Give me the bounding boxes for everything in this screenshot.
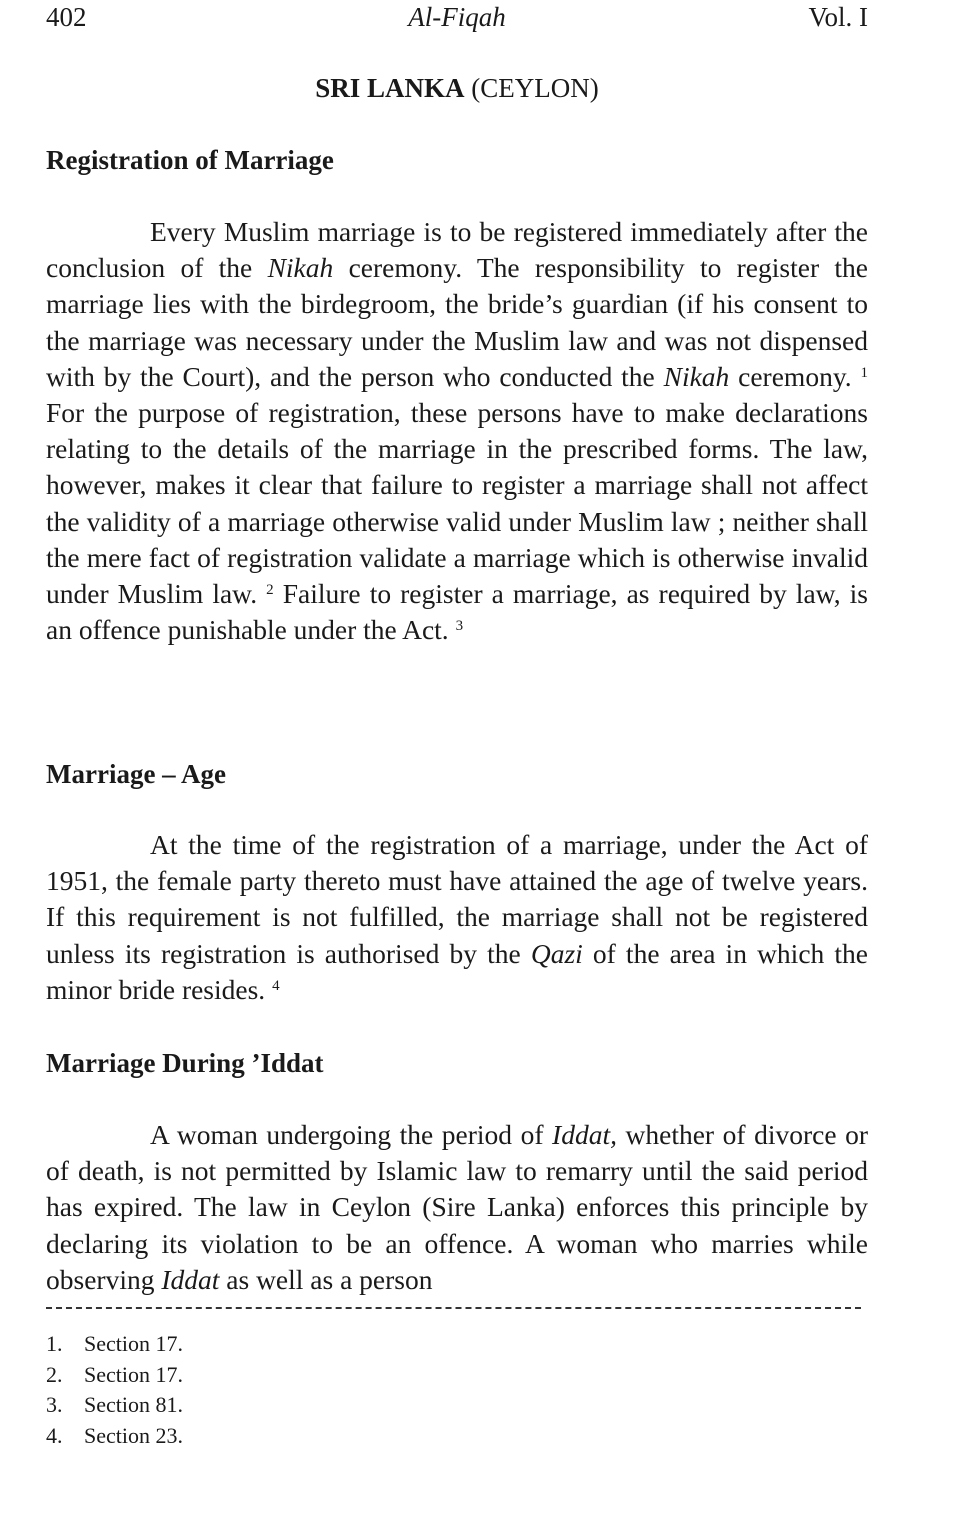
text-run: of the area in which the minor bride resides. <box>46 937 868 1005</box>
text-run: A woman undergoing the period of <box>150 1119 553 1150</box>
chapter-title-main: SRI LANKA <box>315 73 465 103</box>
text-run: Failure to register a marriage, as required by law, is an offence punishable under the Act. <box>46 578 868 646</box>
italic-term: Qazi <box>530 937 583 969</box>
footnote-ref: 1 <box>860 364 868 381</box>
footnote-text: Section 17. <box>84 1331 183 1356</box>
volume-label: Vol. I <box>808 2 868 32</box>
footnote-number: 2. <box>46 1361 63 1387</box>
section-heading-iddat: Marriage During ’Iddat <box>46 1048 324 1078</box>
footnote-ref: 4 <box>272 977 280 994</box>
text-run: whether of divorce or of death, is not permitted by Islamic law to remarry until the said period has expired. The law in Ceylon (Sire Lanka) enforces this principle by declaring its violation to be an offence. A woman who marries while observing <box>46 1119 868 1295</box>
footnote-list <box>46 1329 183 1451</box>
chapter-title-paren: (CEYLON) <box>471 73 599 103</box>
footnote-separator <box>46 1307 861 1309</box>
section-paragraph-age <box>46 827 868 1008</box>
footnote-item <box>46 1360 183 1391</box>
italic-term: Iddat <box>161 1263 220 1295</box>
running-header <box>46 0 868 34</box>
text-run: Every Muslim marriage is to be registered immediately after the conclusion of the <box>46 216 868 284</box>
text-run: For the purpose of registration, these persons have to make declarations relating to the details of the marriage in the prescribed forms. The law, however, makes it clear that failure to register a marriage shall not affect the validity of a marriage otherwise valid under Muslim law ; neither shall the mere fact of registration validate a marriage which is otherwise invalid under Muslim law. <box>46 397 868 610</box>
section-paragraph-iddat <box>46 1117 868 1298</box>
text-run: ceremony. <box>729 360 861 392</box>
footnote-text: Section 17. <box>84 1361 183 1387</box>
section-heading-age: Marriage – Age <box>46 759 226 789</box>
text-run: ceremony. The responsibility to register the marriage lies with the birdegroom, the bride’s guardian (if his consent to the marriage was necessary under the Muslim law and was not dispensed with by the Court), and the person who conducted the <box>46 252 868 392</box>
footnote-ref: 3 <box>455 618 464 635</box>
page-number: 402 <box>46 2 87 32</box>
italic-term: Iddat, <box>552 1119 617 1150</box>
italic-term: Nikah <box>267 252 334 284</box>
italic-term: Nikah <box>663 360 730 392</box>
book-title: Al-Fiqah <box>408 2 506 32</box>
section-heading-registration: Registration of Marriage <box>46 145 334 175</box>
text-run: At the time of the registration of a marriage, under the Act of 1951, the female party thereto must have attained the age of twelve years. If this requirement is not fulfilled, the marriage shall not be registered unless its registration is authorised by the <box>46 829 868 969</box>
footnote-item <box>46 1390 183 1421</box>
footnote-ref: 2 <box>266 582 274 599</box>
footnote-number: 1. <box>46 1331 63 1356</box>
footnote-item <box>46 1421 183 1452</box>
footnote-item <box>46 1329 183 1360</box>
footnote-text: Section 81. <box>84 1392 183 1417</box>
chapter-title <box>46 70 868 106</box>
footnote-number: 4. <box>46 1422 63 1448</box>
section-paragraph-registration <box>46 214 868 648</box>
footnote-number: 3. <box>46 1392 63 1417</box>
text-run: as well as a person <box>219 1263 433 1295</box>
footnote-text: Section 23. <box>84 1422 183 1448</box>
